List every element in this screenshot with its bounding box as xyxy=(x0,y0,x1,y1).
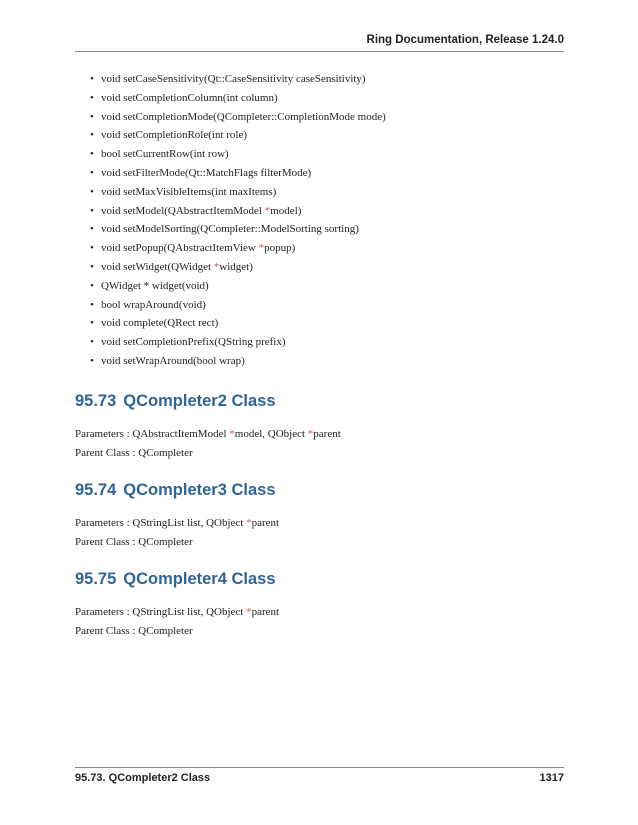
list-item xyxy=(75,239,564,258)
bullet-icon: • xyxy=(90,354,94,367)
method-text: void setModelSorting(QCompleter::ModelSorting sorting) xyxy=(101,223,359,236)
list-item xyxy=(75,145,564,164)
bullet-icon: • xyxy=(90,279,94,292)
list-item xyxy=(75,314,564,333)
params-text-end: parent xyxy=(251,517,280,529)
method-text: void setWrapAround(bool wrap) xyxy=(101,354,245,367)
method-text-end: popup) xyxy=(264,242,296,255)
list-item xyxy=(75,183,564,202)
list-item xyxy=(75,220,564,239)
page-header-title: Ring Documentation, Release 1.24.0 xyxy=(366,34,564,46)
bullet-icon: • xyxy=(90,260,94,273)
header-divider xyxy=(75,51,564,52)
pointer-star: * xyxy=(307,428,314,440)
bullet-icon: • xyxy=(90,91,94,104)
parent-class-line: Parent Class : QCompleter xyxy=(75,447,193,459)
section-title: QCompleter3 Class xyxy=(123,481,276,499)
method-text: void setModel(QAbstractItemModel xyxy=(101,204,265,217)
pointer-star: * xyxy=(213,260,220,273)
footer-section-title: 95.73. QCompleter2 Class xyxy=(75,772,211,784)
list-item xyxy=(75,108,564,127)
method-text: void setPopup(QAbstractItemView xyxy=(101,242,259,255)
method-text: bool setCurrentRow(int row) xyxy=(101,148,229,161)
params-text-end: parent xyxy=(313,428,341,440)
bullet-icon: • xyxy=(90,148,94,161)
list-item xyxy=(75,126,564,145)
list-item xyxy=(75,164,564,183)
bullet-icon: • xyxy=(90,204,94,217)
method-text: void setFilterMode(Qt::MatchFlags filterMode) xyxy=(101,166,312,179)
method-text: void setCompletionMode(QCompleter::CompletionMode mode) xyxy=(101,110,386,123)
section-title: QCompleter4 Class xyxy=(123,570,276,588)
section-heading-qcompleter3 xyxy=(75,481,276,500)
list-item xyxy=(75,70,564,89)
parameters-line xyxy=(75,427,341,441)
list-item xyxy=(75,352,564,371)
list-item xyxy=(75,277,564,296)
parameters-line xyxy=(75,516,279,530)
section-number: 95.75 xyxy=(75,570,117,588)
bullet-icon: • xyxy=(90,129,94,142)
list-item xyxy=(75,333,564,352)
bullet-icon: • xyxy=(90,166,94,179)
pointer-star: * xyxy=(258,242,265,255)
list-item xyxy=(75,258,564,277)
pointer-star: * xyxy=(246,517,252,529)
method-text: void setWidget(QWidget xyxy=(101,260,214,273)
bullet-icon: • xyxy=(90,110,94,123)
list-item xyxy=(75,89,564,108)
pointer-star: * xyxy=(229,428,235,440)
parent-class-line: Parent Class : QCompleter xyxy=(75,625,193,637)
method-text-end: model) xyxy=(270,204,302,217)
params-text-mid: model, QObject xyxy=(234,428,308,440)
method-text: void setCompletionRole(int role) xyxy=(101,129,248,142)
section-number: 95.74 xyxy=(75,481,117,499)
section-heading-qcompleter2 xyxy=(75,392,276,411)
section-heading-qcompleter4 xyxy=(75,570,276,589)
method-text-end: widget) xyxy=(219,260,253,273)
parameters-line xyxy=(75,605,279,619)
params-text: Parameters : QAbstractItemModel xyxy=(75,428,230,440)
list-item xyxy=(75,202,564,221)
method-text: void complete(QRect rect) xyxy=(101,317,219,330)
bullet-icon: • xyxy=(90,185,94,198)
section-title: QCompleter2 Class xyxy=(123,392,276,410)
section-number: 95.73 xyxy=(75,392,117,410)
method-text: void setCompletionPrefix(QString prefix) xyxy=(101,336,286,349)
bullet-icon: • xyxy=(90,336,94,349)
bullet-icon: • xyxy=(90,223,94,236)
footer-divider xyxy=(75,767,564,768)
params-text: Parameters : QStringList list, QObject xyxy=(75,606,247,618)
params-text: Parameters : QStringList list, QObject xyxy=(75,517,247,529)
list-item xyxy=(75,296,564,315)
parent-class-line: Parent Class : QCompleter xyxy=(75,536,193,548)
bullet-icon: • xyxy=(90,298,94,311)
bullet-icon: • xyxy=(90,242,94,255)
method-text: QWidget * widget(void) xyxy=(101,279,209,292)
method-list xyxy=(75,70,564,371)
params-text-end: parent xyxy=(251,606,280,618)
bullet-icon: • xyxy=(90,317,94,330)
pointer-star: * xyxy=(246,606,252,618)
pointer-star: * xyxy=(264,204,271,217)
method-text: void setCompletionColumn(int column) xyxy=(101,91,278,104)
method-text: void setMaxVisibleItems(int maxItems) xyxy=(101,185,277,198)
method-text: void setCaseSensitivity(Qt::CaseSensitivity caseSensitivity) xyxy=(101,73,366,85)
method-text: bool wrapAround(void) xyxy=(101,298,206,311)
page-number: 1317 xyxy=(539,772,564,784)
bullet-icon: • xyxy=(90,73,94,85)
